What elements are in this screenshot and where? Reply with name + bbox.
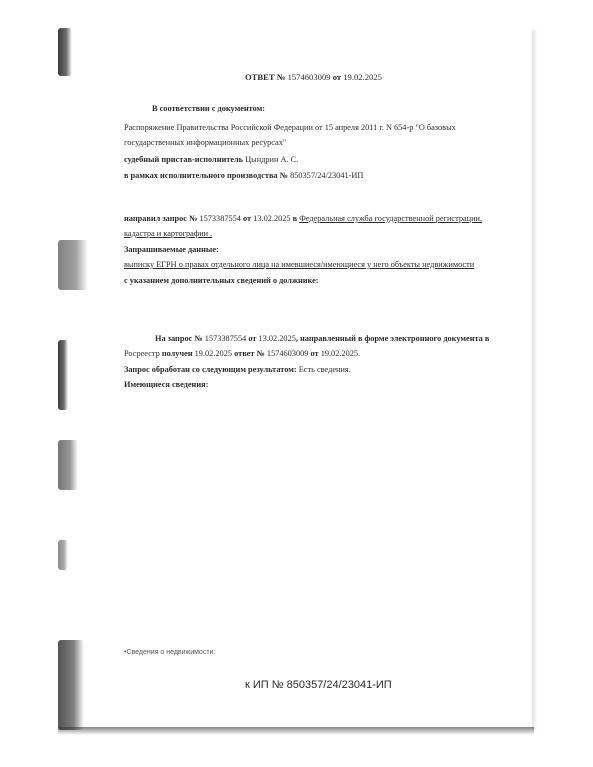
scan-smudge bbox=[58, 28, 72, 76]
basis-line: государственных информационных ресурсах" bbox=[124, 138, 287, 147]
basis-heading: В соответствии с документом: bbox=[152, 104, 266, 113]
response-paragraph: Росреестр получен 19.02.2025 ответ № 1574603009 от 19.02.2025. bbox=[124, 349, 361, 358]
scan-smudge bbox=[58, 240, 88, 290]
scan-smudge bbox=[58, 440, 78, 490]
scan-smudge bbox=[58, 340, 68, 410]
footer-proceeding: к ИП № 850357/24/23041-ИП bbox=[245, 679, 392, 691]
page-edge bbox=[532, 30, 538, 730]
basis-line: Распоряжение Правительства Российской Федерации от 15 апреля 2011 г. N 654-р "О базовых bbox=[124, 123, 456, 132]
scan-smudge bbox=[58, 640, 84, 730]
page-edge bbox=[58, 727, 534, 735]
document-title: ОТВЕТ № 1574603009 от 19.02.2025 bbox=[245, 72, 382, 82]
scan-margin bbox=[0, 0, 60, 767]
scan-smudge bbox=[58, 540, 68, 570]
realty-note: •Сведения о недвижимости: bbox=[124, 649, 216, 656]
result-line: Запрос обработан со следующим результатом: Есть сведения. bbox=[124, 365, 351, 374]
agency-line: кадастра и картографии . bbox=[124, 229, 213, 238]
bailiff-line: судебный пристав-исполнитель Цындрин А. С. bbox=[124, 155, 299, 164]
response-paragraph: На запрос № 1573387554 от 13.02.2025, направленный в форме электронного документа в bbox=[155, 334, 490, 343]
extra-info-label: с указанием дополнительных сведений о должнике: bbox=[124, 276, 319, 285]
proceeding-line: в рамках исполнительного производства № 850357/24/23041-ИП bbox=[124, 171, 364, 180]
available-label: Имеющиеся сведения: bbox=[124, 380, 209, 389]
requested-label: Запрашиваемые данные: bbox=[124, 245, 219, 254]
requested-value: выписку ЕГРН о правах отдельного лица на имевшиеся/имеющиеся у него объекты недвижимости bbox=[124, 260, 475, 269]
sent-request-line: направил запрос № 1573387554 от 13.02.2025 в Федеральная служба государственной регистрации, bbox=[124, 214, 483, 223]
